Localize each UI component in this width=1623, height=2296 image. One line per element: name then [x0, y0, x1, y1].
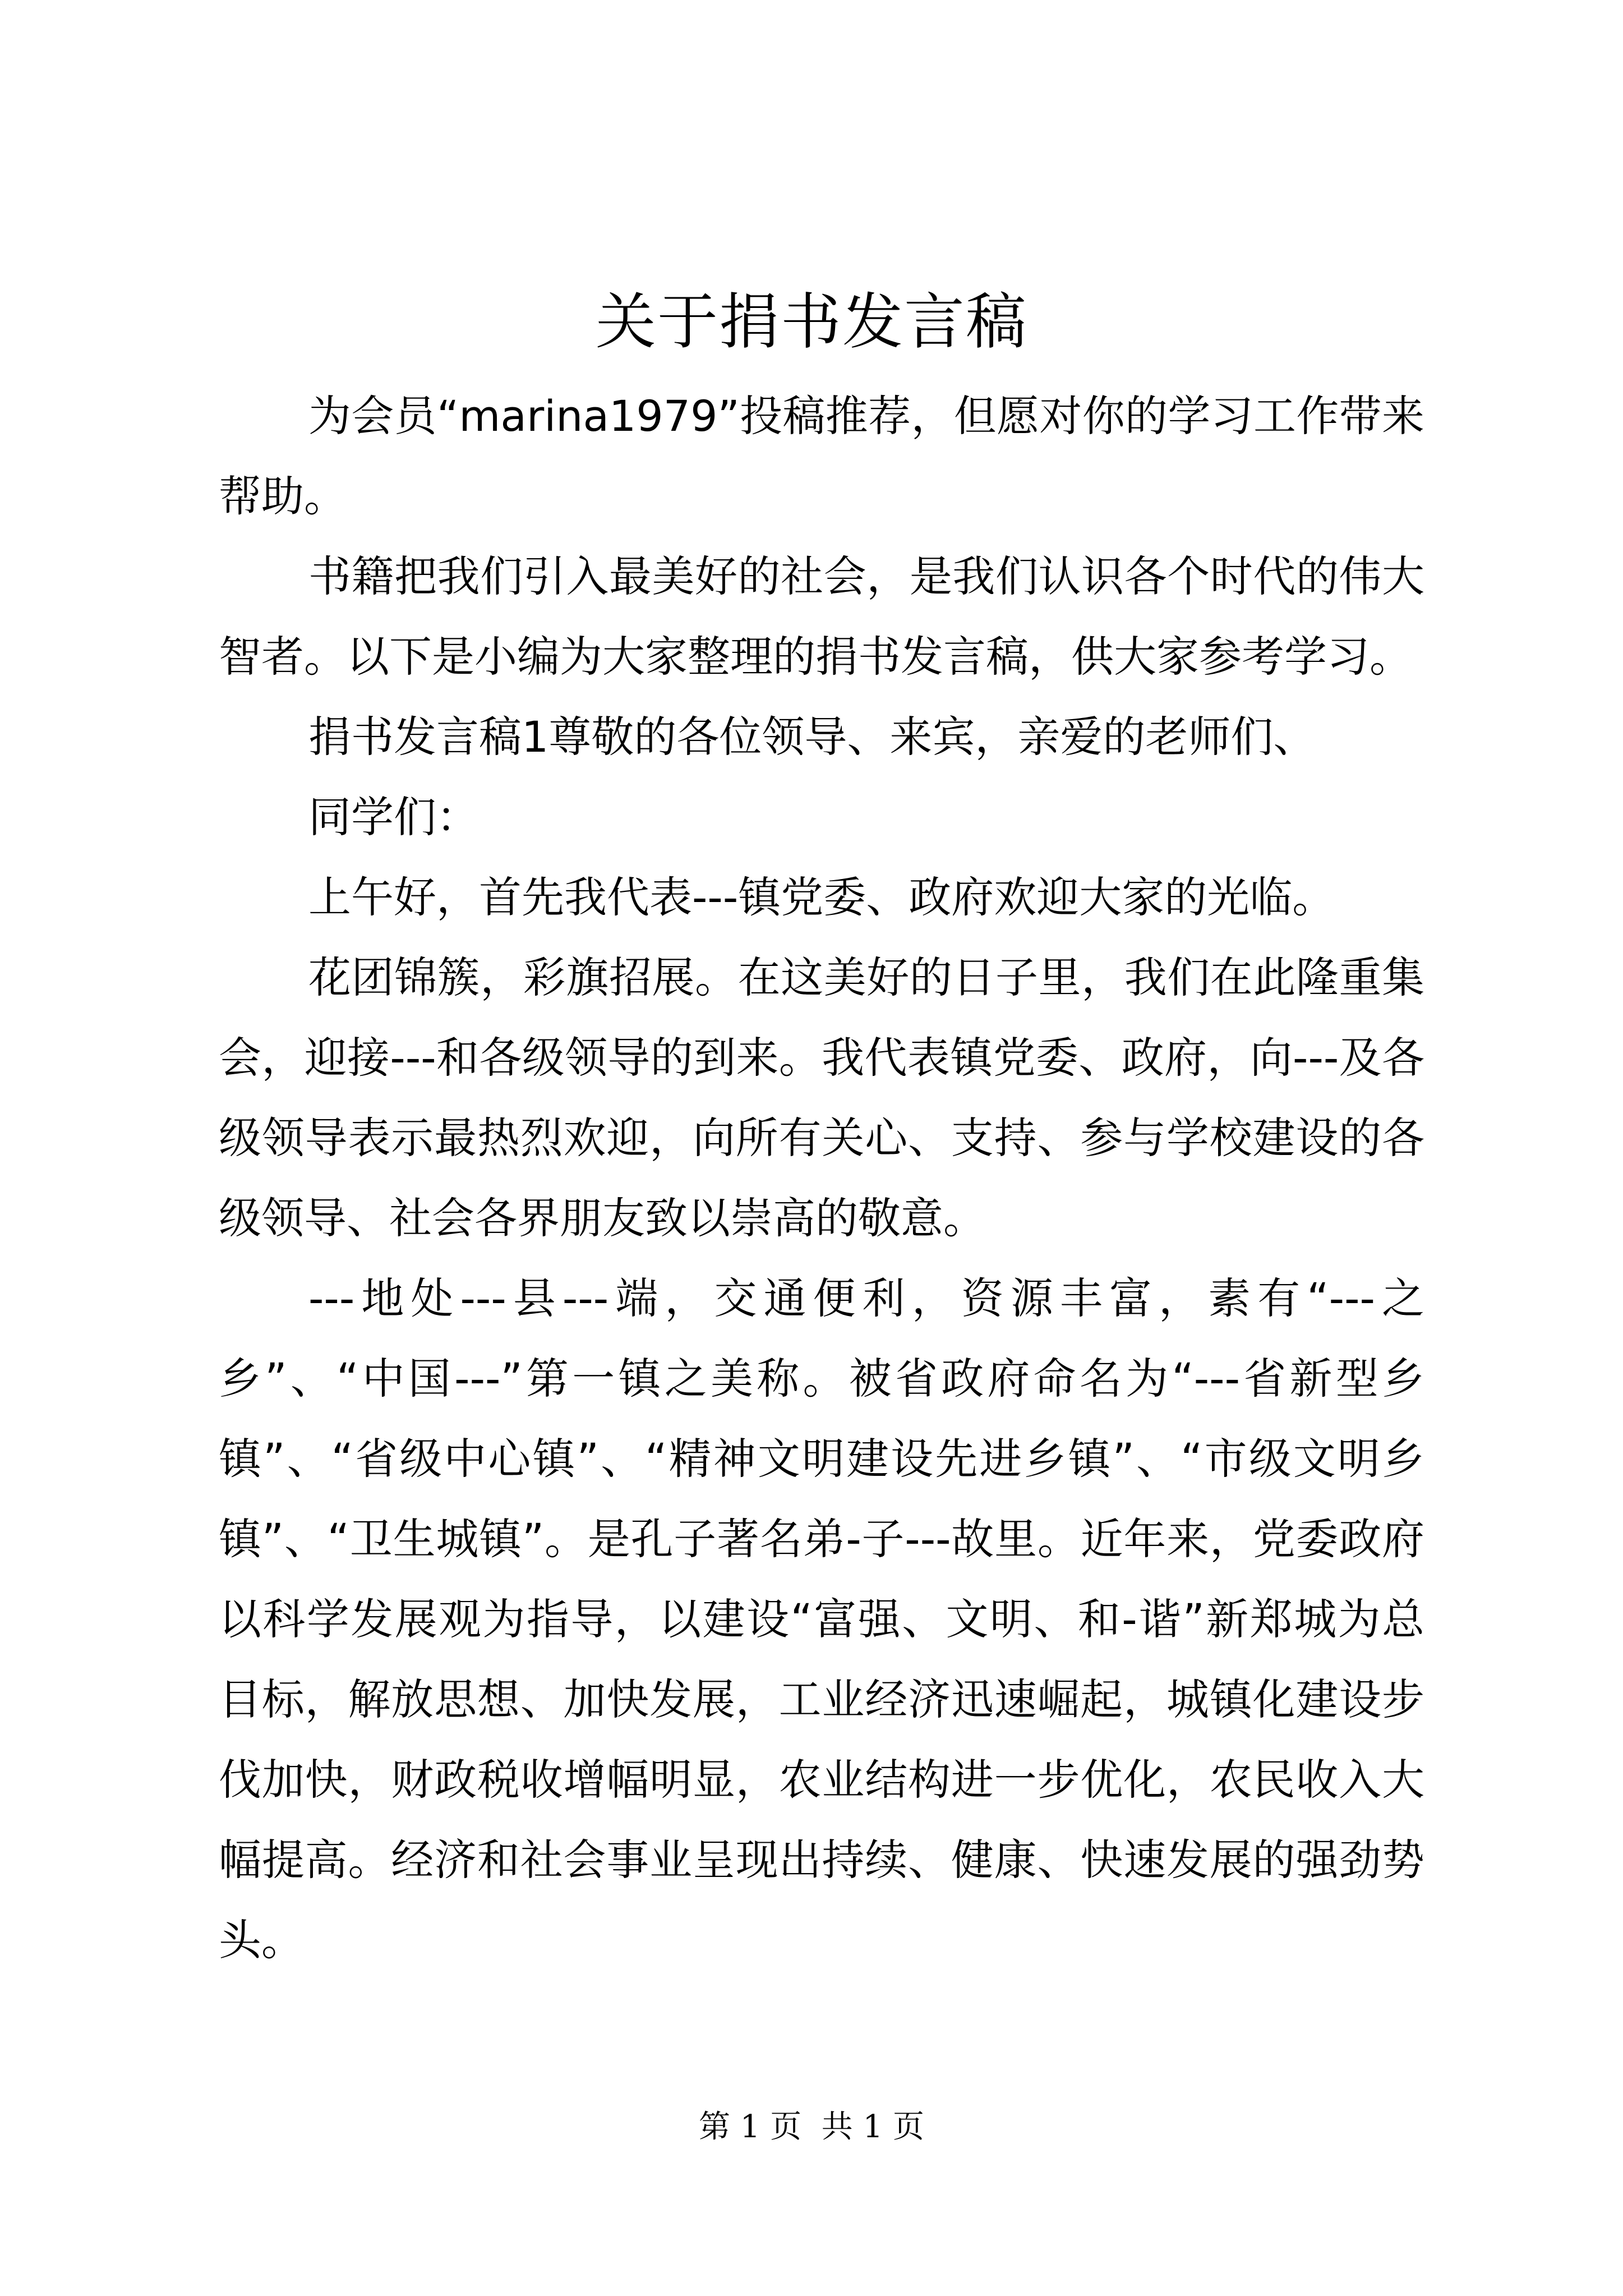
paragraph-intro: 为会员“marina1979”投稿推荐，但愿对你的学习工作带来帮助。	[219, 391, 1424, 521]
paragraph-salutation: 捐书发言稿1尊敬的各位领导、来宾，亲爱的老师们、	[308, 712, 1316, 762]
page-number-label: 第 1 页 共 1 页	[698, 2109, 925, 2145]
paragraph-preface: 书籍把我们引入最美好的社会，是我们认识各个时代的伟大智者。以下是小编为大家整理的捐书发言稿，供大家参考学习。	[219, 551, 1424, 682]
paragraph-greeting: 上午好，首先我代表---镇党委、政府欢迎大家的光临。	[308, 872, 1335, 922]
document-title: 关于捐书发言稿	[595, 287, 1027, 357]
page-footer	[0, 2105, 1623, 2150]
document-body	[219, 376, 1424, 1980]
paragraph-salutation-cont: 同学们：	[308, 792, 479, 842]
paragraph-town-intro: ---地处---县---端，交通便利，资源丰富，素有“---之乡”、“中国---”第一镇之美称。被省政府命名为“---省新型乡镇”、“省级中心镇”、“精神文明建设先进乡镇”、“市级文明乡镇”、“卫生城镇”。是孔子著名弟-子---故里。近年来，党委政府以科学发展观为指导，以建设“富强、文明、和-谐”新郑城为总目标，解放思想、加快发展，工业经济迅速崛起，城镇化建设步伐加快，财政税收增幅明显，农业结构进一步优化，农民收入大幅提高。经济和社会事业呈现出持续、健康、快速发展的强劲势头。	[219, 1273, 1424, 1965]
paragraph-welcome: 花团锦簇，彩旗招展。在这美好的日子里，我们在此隆重集会，迎接---和各级领导的到来。我代表镇党委、政府，向---及各级领导表示最热烈欢迎，向所有关心、支持、参与学校建设的各级领导、社会各界朋友致以崇高的敬意。	[219, 953, 1424, 1243]
